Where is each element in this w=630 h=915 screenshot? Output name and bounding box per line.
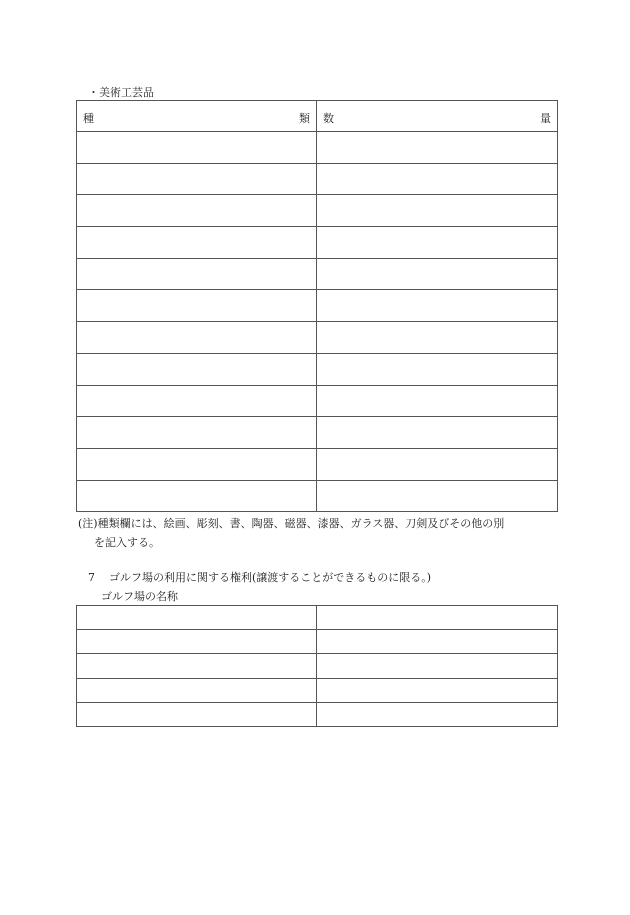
golf-course-table [76, 605, 558, 727]
art-table-cell[interactable] [77, 195, 317, 227]
golf-section-number: 7 [88, 571, 95, 584]
golf-table-row [77, 606, 558, 630]
golf-table-cell[interactable] [317, 630, 558, 654]
golf-section-heading [88, 571, 431, 585]
art-table-cell[interactable] [77, 385, 317, 417]
column-header-type-right: 類 [299, 112, 310, 125]
golf-table-cell[interactable] [317, 654, 558, 678]
art-table-cell[interactable] [77, 132, 317, 164]
art-table-row [77, 258, 558, 290]
column-header-type-left: 種 [83, 112, 94, 125]
art-table-cell[interactable] [317, 227, 558, 259]
golf-table-cell[interactable] [77, 654, 317, 678]
art-table-row [77, 448, 558, 480]
art-table-cell[interactable] [77, 163, 317, 195]
golf-table-row [77, 630, 558, 654]
column-header-quantity-left: 数 [323, 112, 334, 125]
golf-table-cell[interactable] [317, 678, 558, 702]
art-table-cell[interactable] [317, 385, 558, 417]
column-header-quantity-right: 量 [540, 112, 551, 125]
art-table-row [77, 322, 558, 354]
art-table-row [77, 353, 558, 385]
art-table-cell[interactable] [317, 480, 558, 512]
art-table-cell[interactable] [77, 480, 317, 512]
golf-table-row [77, 702, 558, 726]
art-table-row [77, 195, 558, 227]
note-line-2: を記入する。 [94, 536, 160, 549]
art-table-row [77, 227, 558, 259]
art-table-cell[interactable] [77, 322, 317, 354]
art-table-row [77, 385, 558, 417]
golf-table-row [77, 654, 558, 678]
art-table-row [77, 480, 558, 512]
art-table-cell[interactable] [317, 290, 558, 322]
art-table-cell[interactable] [317, 163, 558, 195]
art-table-cell[interactable] [317, 417, 558, 449]
art-table-cell[interactable] [77, 290, 317, 322]
art-table-row [77, 132, 558, 164]
art-table-row [77, 163, 558, 195]
golf-table-cell[interactable] [77, 702, 317, 726]
art-table-cell[interactable] [317, 448, 558, 480]
golf-table-cell[interactable] [77, 678, 317, 702]
column-header-quantity [317, 101, 558, 132]
golf-table-cell[interactable] [317, 702, 558, 726]
golf-table-row [77, 678, 558, 702]
art-table-cell[interactable] [77, 353, 317, 385]
art-table-cell[interactable] [77, 448, 317, 480]
art-section-note [78, 514, 563, 552]
column-header-type [77, 101, 317, 132]
golf-table-cell[interactable] [77, 630, 317, 654]
art-table-cell[interactable] [77, 417, 317, 449]
art-table-cell[interactable] [77, 227, 317, 259]
art-table-cell[interactable] [317, 195, 558, 227]
art-table-cell[interactable] [317, 258, 558, 290]
golf-section-subtitle: ゴルフ場の名称 [101, 590, 178, 603]
note-line-1: (注)種類欄には、絵画、彫刻、書、陶器、磁器、漆器、ガラス器、刀剣及びその他の別 [78, 517, 505, 530]
golf-table-cell[interactable] [77, 606, 317, 630]
table-header-row [77, 101, 558, 132]
art-table-cell[interactable] [77, 258, 317, 290]
art-table-cell[interactable] [317, 132, 558, 164]
art-crafts-table [76, 100, 558, 512]
art-table-row [77, 417, 558, 449]
golf-table-cell[interactable] [317, 606, 558, 630]
art-section-title: ・美術工芸品 [88, 86, 154, 99]
art-table-row [77, 290, 558, 322]
golf-section-title: ゴルフ場の利用に関する権利(譲渡することができるものに限る。) [109, 571, 432, 584]
art-table-cell[interactable] [317, 353, 558, 385]
art-table-cell[interactable] [317, 322, 558, 354]
